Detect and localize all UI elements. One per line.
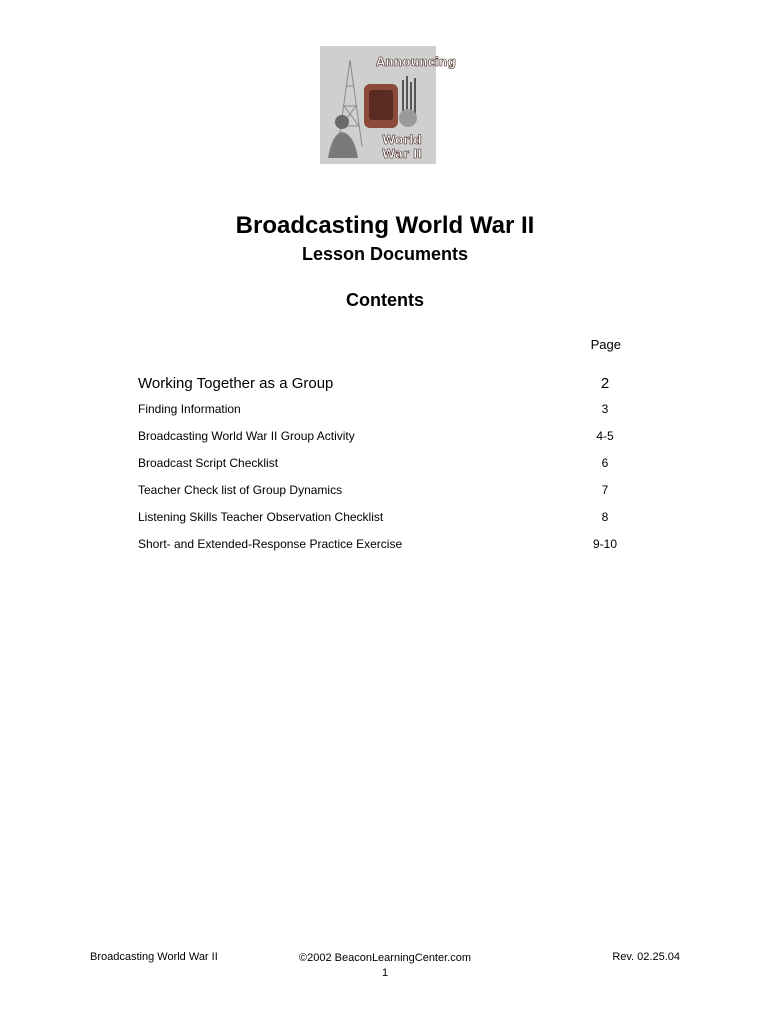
- toc-entry-page: 8: [601, 510, 609, 524]
- toc-entry-label: Broadcast Script Checklist: [138, 456, 279, 470]
- toc-entry-page: 7: [601, 483, 609, 497]
- footer-copyright: ©2002 BeaconLearningCenter.com: [299, 952, 471, 964]
- toc-entry: [138, 510, 622, 537]
- toc-entry-label: Finding Information: [138, 402, 241, 416]
- toc-entry-page: 9-10: [592, 537, 618, 551]
- footer-document-name: Broadcasting World War II: [90, 951, 218, 963]
- footer-page-number: 1: [381, 967, 389, 979]
- document-subtitle: Lesson Documents: [301, 244, 469, 264]
- toc-entry: [138, 483, 622, 510]
- toc-entry-label: Short- and Extended-Response Practice Exercise: [138, 537, 403, 551]
- toc-entry: [138, 402, 622, 429]
- logo-text-bottom-line2: War II: [382, 147, 422, 161]
- toc-entry-label: Listening Skills Teacher Observation Checklist: [138, 510, 384, 524]
- toc-entry: [138, 429, 622, 456]
- announcing-world-war-ii-logo: [320, 46, 457, 164]
- toc-entry-label: Teacher Check list of Group Dynamics: [138, 483, 343, 497]
- footer-revision: Rev. 02.25.04: [612, 951, 680, 963]
- toc-entry-page: 3: [601, 402, 609, 416]
- contents-heading: Contents: [346, 290, 424, 310]
- toc-entry: [138, 456, 622, 483]
- toc-entry-page: 2: [600, 374, 610, 392]
- logo-text-top: Announcing: [376, 55, 457, 69]
- toc-entry-label: Broadcasting World War II Group Activity: [138, 429, 355, 443]
- toc-entry: [138, 364, 622, 402]
- table-of-contents: [138, 364, 622, 564]
- logo-text-bottom-line1: World: [382, 133, 422, 147]
- toc-entry: [138, 537, 622, 564]
- toc-page-column-header: Page: [590, 337, 621, 352]
- document-title: Broadcasting World War II: [235, 212, 535, 239]
- toc-entry-label: Working Together as a Group: [138, 374, 334, 392]
- toc-entry-page: 4-5: [596, 429, 614, 443]
- toc-entry-page: 6: [601, 456, 609, 470]
